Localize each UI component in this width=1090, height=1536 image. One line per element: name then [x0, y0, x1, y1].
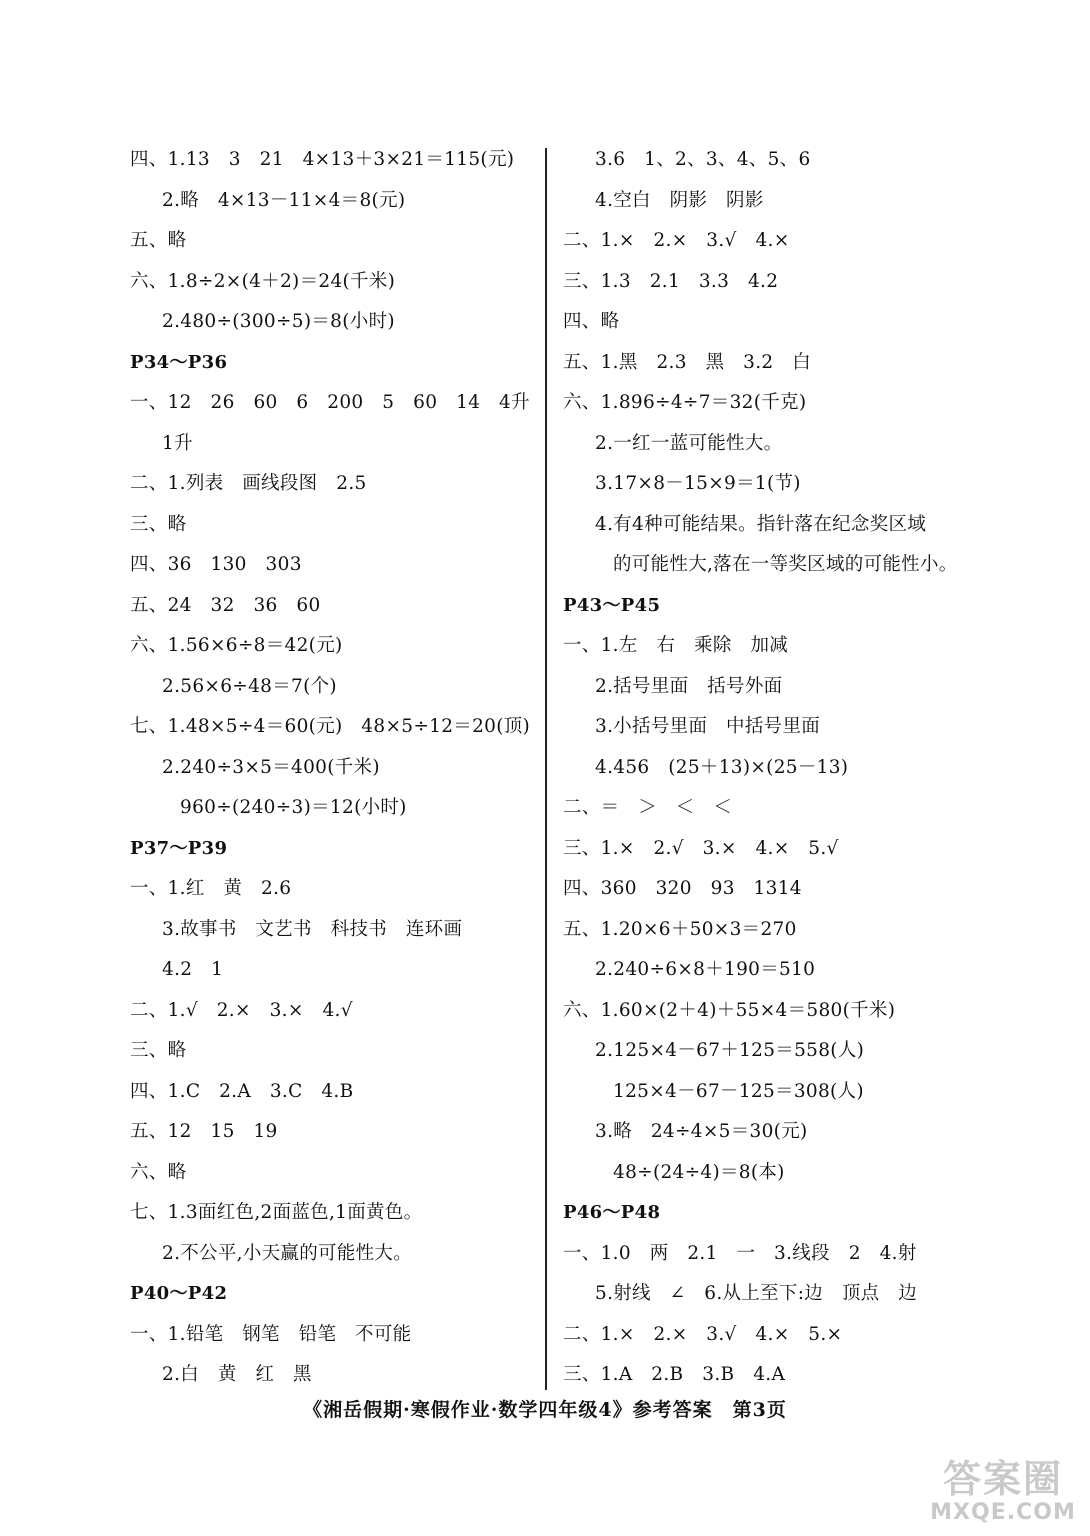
answer-line: 2.一红一蓝可能性大。	[595, 432, 783, 454]
answer-line: 六、1.56×6÷8＝42(元)	[130, 635, 343, 656]
answer-line: 五、12 15 19	[130, 1121, 278, 1142]
answer-line: 2.略 4×13－11×4＝8(元)	[162, 189, 406, 211]
right-answer-column	[563, 140, 973, 1396]
answer-line: 一、12 26 60 6 200 5 60 14 4升	[130, 392, 530, 413]
answer-line: 2.240÷6×8＋190＝510	[595, 959, 816, 980]
answer-line: 3.故事书 文艺书 科技书 连环画	[162, 918, 463, 940]
watermark-logo	[928, 1458, 1078, 1528]
answer-line: 1升	[162, 432, 193, 454]
answer-line: 48÷(24÷4)＝8(本)	[613, 1161, 785, 1183]
answer-line: 二、1.列表 画线段图 2.5	[130, 473, 367, 494]
answer-line: 四、1.13 3 21 4×13＋3×21＝115(元)	[130, 149, 515, 170]
answer-line: 960÷(240÷3)＝12(小时)	[180, 797, 407, 818]
answer-line: 三、1.× 2.√ 3.× 4.× 5.√	[563, 837, 839, 859]
answer-line: 三、1.A 2.B 3.B 4.A	[563, 1364, 786, 1385]
answer-line: 3.略 24÷4×5＝30(元)	[595, 1121, 808, 1142]
answer-line: 五、1.20×6＋50×3＝270	[563, 918, 797, 940]
answer-line: 七、1.3面红色,2面蓝色,1面黄色。	[130, 1202, 423, 1223]
answer-line: 一、1.铅笔 钢笔 铅笔 不可能	[130, 1323, 412, 1345]
answer-line: 4.2 1	[162, 959, 224, 980]
answer-line: 3.17×8－15×9＝1(节)	[595, 473, 801, 494]
answer-line: 一、1.0 两 2.1 一 3.线段 2 4.射	[563, 1242, 917, 1264]
section-heading: P34～P36	[130, 351, 228, 373]
answer-line: 二、1.× 2.× 3.√ 4.×	[563, 230, 790, 251]
answer-line: 六、1.60×(2＋4)＋55×4＝580(千米)	[563, 999, 896, 1021]
answer-line: 五、1.黑 2.3 黑 3.2 白	[563, 351, 812, 373]
answer-line: 二、1.× 2.× 3.√ 4.× 5.×	[563, 1323, 843, 1345]
answer-line: 五、略	[130, 230, 187, 251]
answer-line: 三、略	[130, 1040, 187, 1061]
answer-line: 125×4－67－125＝308(人)	[613, 1080, 864, 1102]
column-divider	[545, 148, 547, 1390]
answer-line: 四、360 320 93 1314	[563, 878, 802, 899]
answer-line: 七、1.48×5÷4＝60(元) 48×5÷12＝20(顶)	[130, 716, 531, 737]
answer-line: 4.空白 阴影 阴影	[595, 189, 764, 211]
answer-line: 四、36 130 303	[130, 554, 302, 575]
page-footer: 《湘岳假期·寒假作业·数学四年级4》参考答案 第3页	[303, 1399, 787, 1421]
answer-line: 六、略	[130, 1161, 187, 1183]
section-heading: P40～P42	[130, 1283, 228, 1304]
answer-line: 的可能性大,落在一等奖区域的可能性小。	[613, 554, 958, 575]
answer-line: 二、1.√ 2.× 3.× 4.√	[130, 999, 353, 1021]
answer-line: 2.括号里面 括号外面	[595, 675, 783, 697]
answer-line: 四、1.C 2.A 3.C 4.B	[130, 1080, 354, 1102]
answer-line: 2.480÷(300÷5)＝8(小时)	[162, 311, 395, 332]
answer-line: 三、略	[130, 513, 187, 535]
answer-line: 六、1.8÷2×(4＋2)＝24(千米)	[130, 270, 396, 292]
section-heading: P37～P39	[130, 837, 228, 859]
answer-line: 4.456 (25＋13)×(25－13)	[595, 756, 849, 778]
answer-line: 三、1.3 2.1 3.3 4.2	[563, 270, 779, 292]
section-heading: P46～P48	[563, 1202, 661, 1223]
answer-line: 5.射线 ∠ 6.从上至下:边 顶点 边	[595, 1283, 918, 1304]
section-heading: P43～P45	[563, 594, 661, 616]
answer-line: 五、24 32 36 60	[130, 594, 321, 616]
watermark-bottom-text: MXQE.COM	[930, 1500, 1076, 1525]
answer-line: 2.不公平,小天赢的可能性大。	[162, 1242, 413, 1264]
answer-line: 2.240÷3×5＝400(千米)	[162, 756, 380, 778]
watermark-top-text: 答案圈	[942, 1457, 1063, 1501]
answer-line: 3.小括号里面 中括号里面	[595, 716, 821, 737]
answer-line: 4.有4种可能结果。指针落在纪念奖区域	[595, 513, 927, 535]
answer-line: 二、＝ ＞ ＜ ＜	[563, 797, 733, 818]
left-answer-column	[130, 140, 530, 1396]
answer-line: 3.6 1、2、3、4、5、6	[595, 149, 811, 170]
answer-line: 一、1.左 右 乘除 加减	[563, 635, 789, 656]
answer-line: 一、1.红 黄 2.6	[130, 878, 292, 899]
answer-line: 2.白 黄 红 黑	[162, 1364, 312, 1385]
answer-line: 六、1.896÷4÷7＝32(千克)	[563, 392, 807, 413]
answer-line: 2.125×4－67＋125＝558(人)	[595, 1040, 865, 1061]
answer-line: 2.56×6÷48＝7(个)	[162, 675, 337, 697]
answer-line: 四、略	[563, 311, 620, 332]
